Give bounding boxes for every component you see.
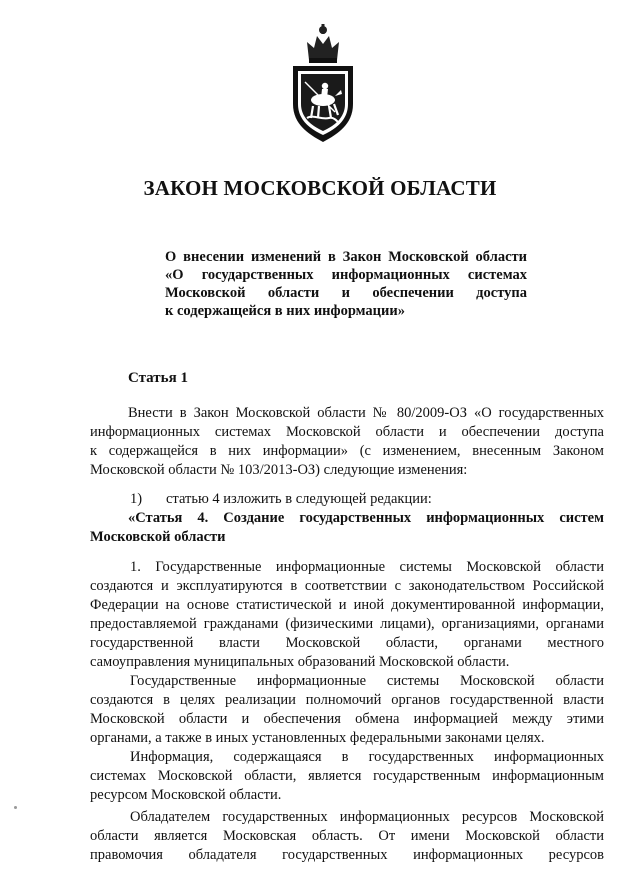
item-text: статью 4 изложить в следующей редакции: — [166, 491, 432, 507]
text-line: информационных системах Московской области и обеспечении доступа — [90, 424, 604, 440]
text-line: Московской области и обеспечения обмена информацией между этими — [90, 711, 604, 727]
amendment-item — [90, 490, 604, 547]
text-line: Государственные информационные системы Московской области — [130, 673, 604, 689]
text-line: создаются в целях реализации полномочий органов государственной власти — [90, 692, 604, 708]
text-line: предоставляемой гражданами (физическими лицами), организациями, органами — [90, 616, 604, 632]
item-number: 1) — [130, 491, 143, 507]
subject-line: к содержащейся в них информации» — [165, 303, 406, 319]
text-line: области является Московская область. От имени Московской области — [90, 828, 604, 844]
text-line: Федерации на основе статистической и иной документированной информации, — [90, 597, 604, 613]
scan-dot — [14, 806, 17, 809]
new-article-heading: Московской области — [90, 529, 226, 545]
text-line: Внести в Закон Московской области № 80/2009-ОЗ «О государственных — [128, 405, 604, 421]
subject-line: О внесении изменений в Закон Московской области — [165, 249, 527, 265]
article-intro — [90, 404, 604, 480]
text-line: правомочия обладателя государственных информационных ресурсов — [90, 847, 604, 863]
law-title: ЗАКОН МОСКОВСКОЙ ОБЛАСТИ — [143, 176, 497, 200]
coat-of-arms-icon — [283, 20, 363, 146]
list-item — [90, 490, 604, 509]
article-body — [90, 558, 604, 865]
article-heading: Статья 1 — [128, 370, 188, 386]
text-line: системах Московской области, является государственным информационным — [90, 768, 604, 784]
new-article-heading: «Статья 4. Создание государственных информационных систем — [128, 510, 604, 526]
law-subject — [165, 248, 527, 320]
text-line: самоуправления муниципальных образований Московской области. — [90, 654, 510, 670]
text-line: создаются и эксплуатируются в соответствии с законодательством Российской — [90, 578, 604, 594]
text-line: ресурсом Московской области. — [90, 787, 282, 803]
text-line: Обладателем государственных информационных ресурсов Московской — [130, 809, 604, 825]
text-line: Информация, содержащаяся в государственных информационных — [130, 749, 604, 765]
text-line: органами, а также в иных установленных федеральными законами целях. — [90, 730, 545, 746]
subject-line: «О государственных информационных системах — [165, 267, 527, 283]
text-line: 1. Государственные информационные системы Московской области — [130, 559, 604, 575]
text-line: Московской области № 103/2013-ОЗ) следующие изменения: — [90, 462, 468, 478]
subject-line: Московской области и обеспечении доступа — [165, 285, 527, 301]
text-line: государственной власти Московской области, органами местного — [90, 635, 604, 651]
text-line: к содержащейся в них информации» (с изменением, внесенным Законом — [90, 443, 604, 459]
